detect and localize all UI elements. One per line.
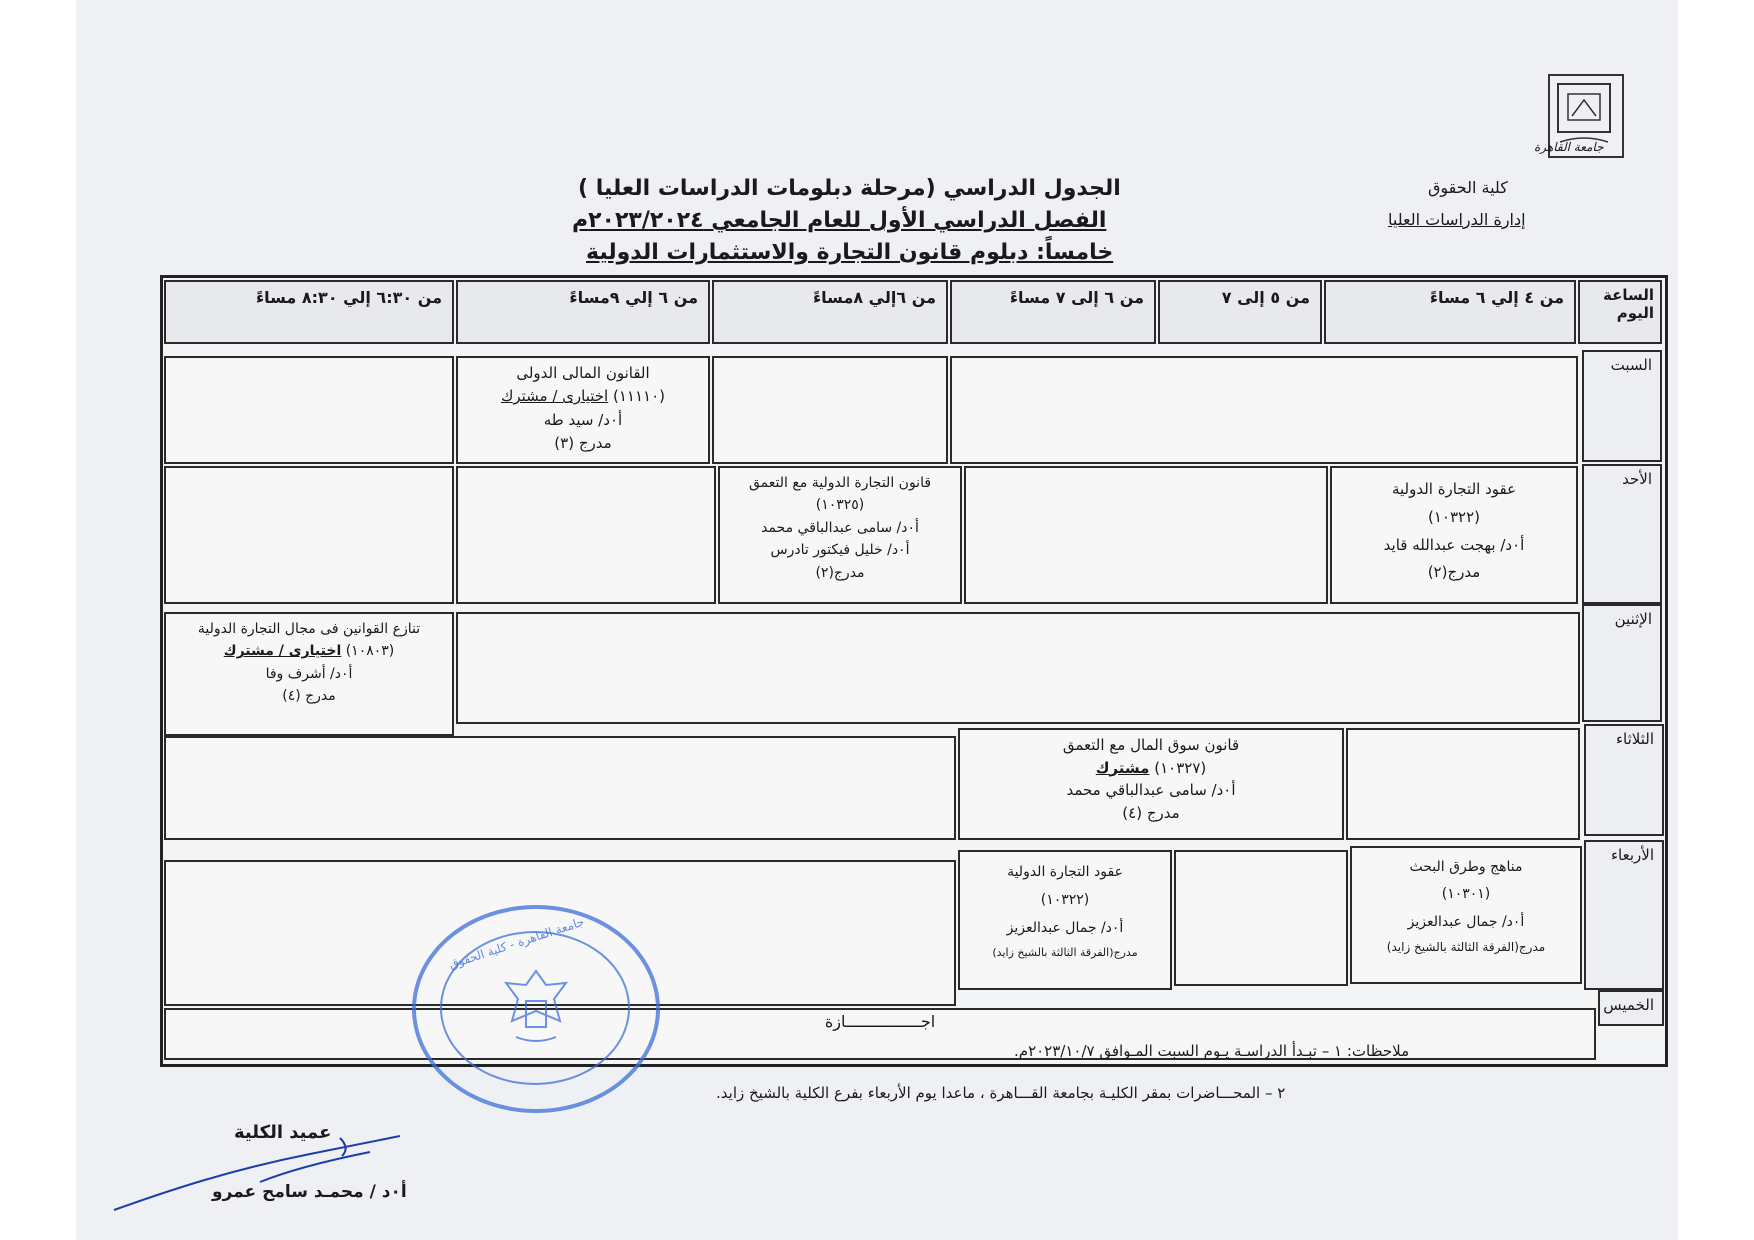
course-cell-mon <box>164 612 454 736</box>
time-slot-header: من ٦ إلى ٧ مساءً <box>950 280 1156 344</box>
course-name: قانون سوق المال مع التعمق <box>1062 736 1240 754</box>
time-slot-header: من ٦ إلي ٩مساءً <box>456 280 710 344</box>
course-cell-wed-2 <box>958 850 1172 990</box>
course-professor: أ٠د/ سيد طه <box>543 410 623 429</box>
empty-cell <box>456 612 1580 724</box>
course-type: اختيارى / مشترك <box>500 387 609 406</box>
day-wednesday: الأربعاء <box>1584 840 1664 990</box>
dean-name: أ٠د / محمـد سامح عمرو <box>212 1182 407 1202</box>
course-code-type <box>960 757 1342 780</box>
course-professor: أ٠د/ سامى عبدالباقي محمد <box>761 519 919 536</box>
corner-hour: الساعة <box>1602 286 1654 304</box>
course-code-type <box>458 385 708 408</box>
course-cell-sun-1 <box>1330 466 1578 604</box>
empty-cell <box>164 356 454 464</box>
course-type: مشترك <box>1095 758 1150 777</box>
course-cell-sun-2 <box>718 466 962 604</box>
time-slot-header: من ٥ إلى ٧ <box>1158 280 1322 344</box>
empty-cell <box>164 736 956 840</box>
empty-cell <box>1346 728 1580 840</box>
course-name: عقود التجارة الدولية <box>1391 480 1517 498</box>
course-code: (١٠٣٢٢) <box>1427 507 1480 526</box>
course-cell-tue <box>958 728 1344 840</box>
corner-day: اليوم <box>1616 304 1654 322</box>
department-name: إدارة الدراسات العليا <box>1388 210 1526 229</box>
course-hall: مدرج (٤) <box>1122 803 1180 822</box>
time-slot-header: من ٦إلي ٨مساءً <box>712 280 948 344</box>
course-type: اختيارى / مشترك <box>223 643 342 660</box>
course-code: (١٠٣٠١) <box>1441 886 1491 903</box>
page-title: الجدول الدراسي (مرحلة دبلومات الدراسات العليا ) <box>578 176 1121 201</box>
course-name: تنازع القوانين فى مجال التجارة الدولية <box>197 621 421 637</box>
course-cell-wed-1 <box>1350 846 1582 984</box>
course-hall: مدرج (٤) <box>282 688 336 705</box>
signature-scribble-icon <box>110 1130 410 1220</box>
course-professor: أ٠د/ أشرف وفا <box>265 665 353 682</box>
day-saturday: السبت <box>1582 350 1662 462</box>
course-code: (١٠٣٢٥) <box>815 497 865 514</box>
course-hall: مدرج(الفرقة الثالثة بالشيخ زايد) <box>1386 939 1546 954</box>
course-name: القانون المالى الدولى <box>516 364 650 382</box>
course-cell-sat <box>456 356 710 464</box>
holiday-label: اجــــــــــــــــازة <box>824 1012 936 1031</box>
course-hall: مدرج(٢) <box>1427 563 1481 582</box>
empty-cell <box>964 466 1328 604</box>
course-name: مناهج وطرق البحث <box>1409 859 1523 875</box>
note-1: ملاحظات: ١ – تبـدأ الدراسـة يـوم السبت المـوافق ٢٠٢٣/١٠/٧م. <box>1014 1042 1410 1060</box>
time-slot-header: من ٦:٣٠ إلي ٨:٣٠ مساءً <box>164 280 454 344</box>
corner-header <box>1578 280 1662 344</box>
course-code: (١٠٣٢٧) <box>1154 758 1207 777</box>
day-monday: الإثنين <box>1582 604 1662 722</box>
note-2: ٢ – المحـــاضرات بمقر الكليـة بجامعة القـــاهرة ، ماعدا يوم الأربعاء بفرع الكلية بالشيخ زايد. <box>716 1084 1286 1102</box>
program-title: خامساً: دبلوم قانون التجارة والاستثمارات الدولية <box>586 240 1114 265</box>
course-professor: أ٠د/ خليل فيكتور تادرس <box>770 542 910 559</box>
day-thursday: الخميس <box>1598 990 1664 1026</box>
stamp-text: جامعة القاهرة - كلية الحقوق <box>447 914 587 972</box>
faculty-name: كلية الحقوق <box>1428 178 1508 197</box>
empty-cell <box>456 466 716 604</box>
course-hall: مدرج(الفرقة الثالثة بالشيخ زايد) <box>992 946 1138 959</box>
course-code: (١٠٣٢٢) <box>1040 892 1090 908</box>
course-code: (١١١١٠) <box>613 387 666 406</box>
course-professor: أ٠د/ جمال عبدالعزيز <box>1407 913 1525 930</box>
course-name: عقود التجارة الدولية <box>1007 864 1123 880</box>
course-professor: أ٠د/ سامى عبدالباقي محمد <box>1066 781 1236 799</box>
course-code-type <box>166 640 452 662</box>
course-code: (١٠٨٠٣) <box>345 643 395 660</box>
empty-cell <box>712 356 948 464</box>
logo-caption: جامعة القاهرة <box>1534 140 1604 154</box>
empty-cell <box>950 356 1578 464</box>
dean-role: عميد الكلية <box>234 1122 332 1143</box>
time-slot-header: من ٤ إلي ٦ مساءً <box>1324 280 1576 344</box>
course-professor: أ٠د/ جمال عبدالعزيز <box>1006 920 1124 936</box>
course-professor: أ٠د/ بهجت عبدالله قايد <box>1383 535 1525 554</box>
course-hall: مدرج(٢) <box>815 564 865 581</box>
day-tuesday: الثلاثاء <box>1584 724 1664 836</box>
empty-cell <box>164 466 454 604</box>
day-sunday: الأحد <box>1582 464 1662 604</box>
course-hall: مدرج (٣) <box>554 433 612 452</box>
term-title: الفصل الدراسي الأول للعام الجامعي ٢٠٢٣/٢٠٢٤م <box>572 208 1107 233</box>
empty-cell <box>1174 850 1348 986</box>
course-name: قانون التجارة الدولية مع التعمق <box>748 475 932 491</box>
